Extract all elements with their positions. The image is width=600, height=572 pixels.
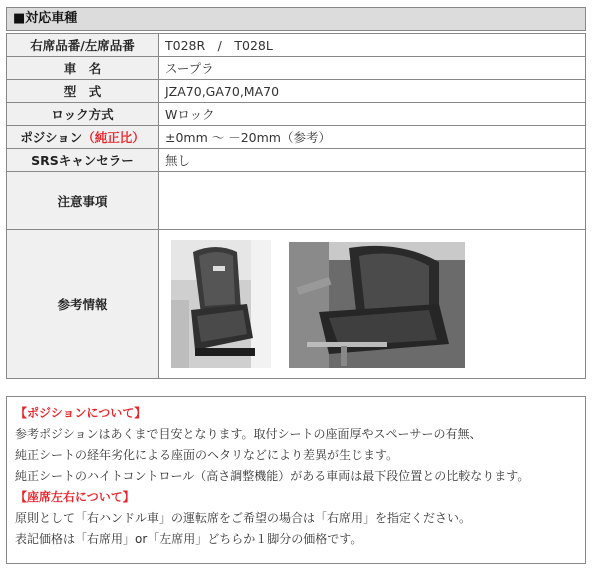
srs-label: SRSキャンセラー <box>7 149 159 172</box>
car-name-value: スープラ <box>159 57 586 80</box>
notes-line: 原則として「右ハンドル車」の運転席をご希望の場合は「右席用」を指定ください。 <box>15 511 472 525</box>
table-row <box>7 103 586 126</box>
lock-value: Wロック <box>159 103 586 126</box>
position-label-main: ポジション <box>20 130 83 145</box>
reference-photos <box>159 230 586 379</box>
table-row <box>7 230 586 379</box>
model-label: 型 式 <box>7 80 159 103</box>
section-title: ■対応車種 <box>6 7 586 31</box>
notes-line: 参考ポジションはあくまで目安となります。取付シートの座面厚やスペーサーの有無、 <box>15 427 482 441</box>
caution-value <box>159 172 586 230</box>
notes-line: 純正シートの経年劣化による座面のヘタリなどにより差異が生じます。 <box>15 448 399 462</box>
notes-heading-seat-side: 【座席左右について】 <box>15 490 135 504</box>
notes-box <box>6 396 586 564</box>
part-no-label: 右席品番/左席品番 <box>7 34 159 57</box>
model-value: JZA70,GA70,MA70 <box>159 80 586 103</box>
table-row <box>7 80 586 103</box>
table-row <box>7 172 586 230</box>
car-name-label: 車 名 <box>7 57 159 80</box>
seat-photo-side <box>289 242 465 368</box>
position-label <box>7 126 159 149</box>
notes-line: 表記価格は「右席用」or「左席用」どちらか１脚分の価格です。 <box>15 532 363 546</box>
notes-heading-position: 【ポジションについて】 <box>15 406 147 420</box>
srs-value: 無し <box>159 149 586 172</box>
table-row <box>7 149 586 172</box>
position-label-paren: （純正比） <box>82 130 145 145</box>
table-row <box>7 126 586 149</box>
spec-table <box>6 33 586 379</box>
notes-line: 純正シートのハイトコントロール（高さ調整機能）がある車両は最下段位置との比較なります。 <box>15 469 530 483</box>
part-no-value: T028R / T028L <box>159 34 586 57</box>
lock-label: ロック方式 <box>7 103 159 126</box>
table-row <box>7 34 586 57</box>
position-value: ±0mm 〜 －20mm（参考） <box>159 126 586 149</box>
reference-label: 参考情報 <box>7 230 159 379</box>
table-row <box>7 57 586 80</box>
caution-label: 注意事項 <box>7 172 159 230</box>
seat-photo-front <box>171 240 271 368</box>
